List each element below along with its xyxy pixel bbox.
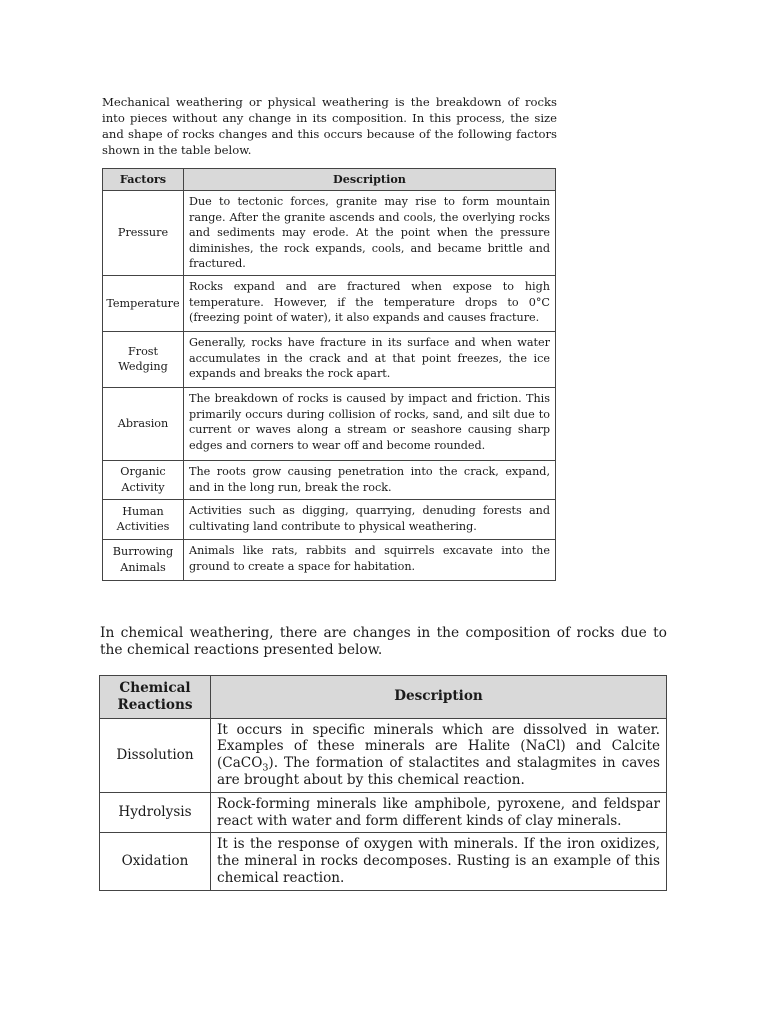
header-factors: Factors	[103, 169, 184, 191]
table-row	[103, 460, 556, 499]
chemical-weathering-table	[99, 675, 667, 891]
description-cell	[211, 718, 667, 792]
factor-cell: Organic Activity	[103, 460, 184, 499]
description-cell: Rocks expand and are fractured when expose to high temperature. However, if the temperature drops to 0°C (freezing point of water), it also expands and causes fracture.	[184, 275, 556, 331]
table-row	[103, 191, 556, 276]
description-cell: Animals like rats, rabbits and squirrels excavate into the ground to create a space for habitation.	[184, 539, 556, 580]
reaction-cell: Dissolution	[100, 718, 211, 792]
description-cell: Due to tectonic forces, granite may rise to form mountain range. After the granite ascends and cools, the overlying rocks and sediments may erode. At the point when the pressure diminishes, the rock expands, cools, and became brittle and fractured.	[184, 191, 556, 276]
mechanical-weathering-intro: Mechanical weathering or physical weathering is the breakdown of rocks into pieces without any change in its composition. In this process, the size and shape of rocks changes and this occurs because of the following factors shown in the table below.	[102, 95, 557, 157]
table-row	[103, 331, 556, 387]
table-row	[100, 718, 667, 792]
table-header-row	[103, 169, 556, 191]
factor-cell: Temperature	[103, 275, 184, 331]
description-cell: Activities such as digging, quarrying, denuding forests and cultivating land contribute to physical weathering.	[184, 499, 556, 539]
table-header-row	[100, 676, 667, 719]
description-cell: The breakdown of rocks is caused by impact and friction. This primarily occurs during collision of rocks, sand, and silt due to current or waves along a stream or seashore causing sharp edges and corners to wear off and become rounded.	[184, 387, 556, 460]
reaction-cell: Hydrolysis	[100, 792, 211, 833]
description-cell: Generally, rocks have fracture in its surface and when water accumulates in the crack and at that point freezes, the ice expands and breaks the rock apart.	[184, 331, 556, 387]
description-cell: The roots grow causing penetration into the crack, expand, and in the long run, break the rock.	[184, 460, 556, 499]
factor-cell: Abrasion	[103, 387, 184, 460]
description-text: It occurs in specific minerals which are dissolved in water. Examples of these minerals are Halite (NaCl) and Calcite (CaCO	[217, 721, 660, 772]
table-row	[103, 387, 556, 460]
table-row	[100, 833, 667, 890]
description-cell: Rock-forming minerals like amphibole, pyroxene, and feldspar react with water and form different kinds of clay minerals.	[211, 792, 667, 833]
factor-cell: Pressure	[103, 191, 184, 276]
table-row	[103, 539, 556, 580]
chemical-weathering-intro: In chemical weathering, there are changes in the composition of rocks due to the chemical reactions presented below.	[100, 625, 667, 658]
subscript-3: 3	[262, 762, 269, 774]
factor-cell: Frost Wedging	[103, 331, 184, 387]
header-description: Description	[211, 676, 667, 719]
table-row	[103, 275, 556, 331]
factor-cell: Human Activities	[103, 499, 184, 539]
factor-cell: Burrowing Animals	[103, 539, 184, 580]
table-row	[103, 499, 556, 539]
header-chemical-reactions: Chemical Reactions	[100, 676, 211, 719]
reaction-cell: Oxidation	[100, 833, 211, 890]
mechanical-weathering-table	[102, 168, 556, 581]
description-text: ). The formation of stalactites and stalagmites in caves are brought about by this chemical reaction.	[217, 755, 660, 788]
description-cell: It is the response of oxygen with minerals. If the iron oxidizes, the mineral in rocks decomposes. Rusting is an example of this chemical reaction.	[211, 833, 667, 890]
header-description: Description	[184, 169, 556, 191]
table-row	[100, 792, 667, 833]
